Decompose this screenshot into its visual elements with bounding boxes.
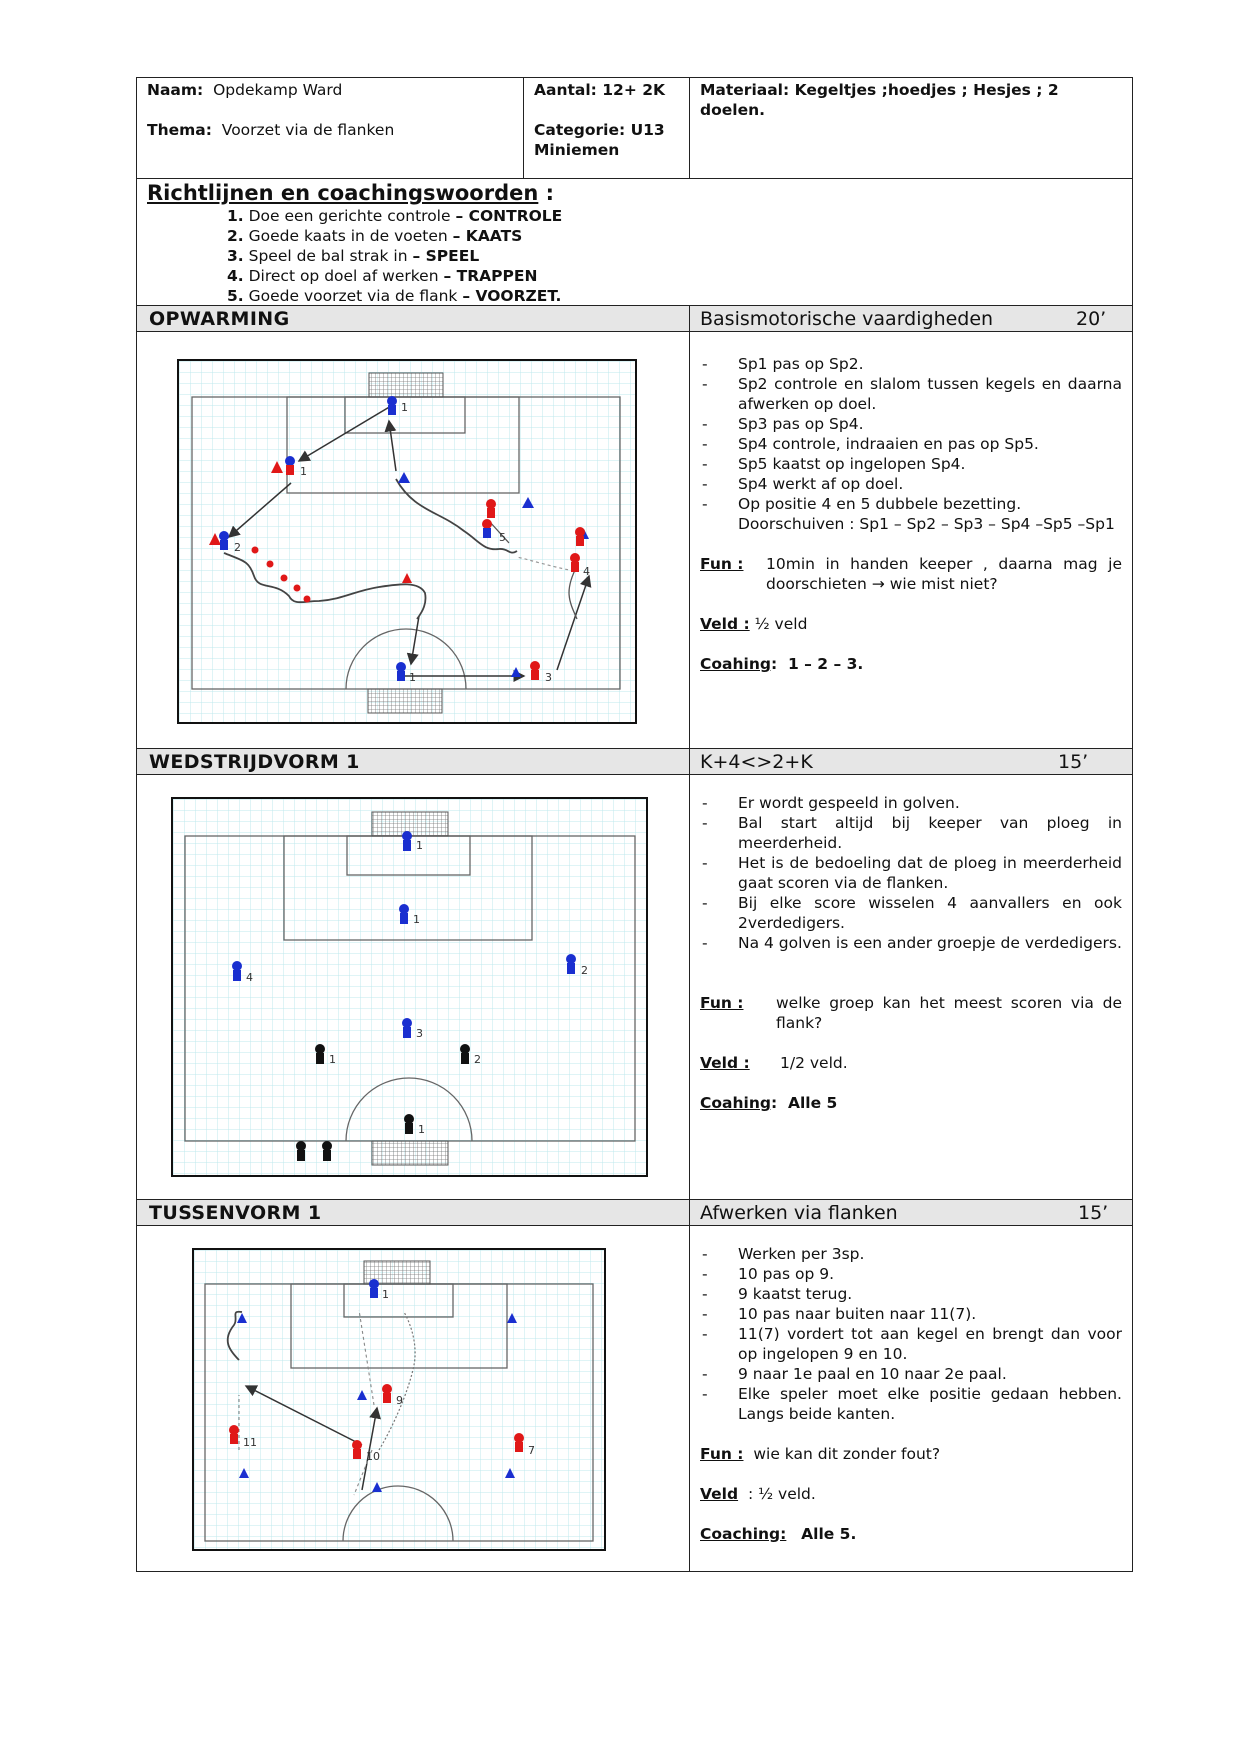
- richtlijnen-list: [147, 206, 1122, 306]
- richtlijn-item: 1. Doe een gerichte controle – CONTROLE: [227, 207, 563, 225]
- bullet-item: - Sp4 controle, indraaien en pas op Sp5.: [700, 434, 1122, 454]
- bullet-list: [700, 354, 1122, 514]
- bullet-item: - Er wordt gespeeld in golven.: [700, 793, 1122, 813]
- bullet-item: - Bal start altijd bij keeper van ploeg in meerderheid.: [700, 813, 1122, 853]
- richtlijn-item: 4. Direct op doel af werken – TRAPPEN: [227, 267, 538, 285]
- text-cell-wedstrijdvorm: - Er wordt gespeeld in golven. - Bal start altijd bij keeper van ploeg in meerderheid. - Het is de bedoeling dat de ploeg in meerderheid gaat scoren via de flanken. - Bij elke score wisselen 4 aanvallers en ook 2verdedigers. - Na 4 golven is een ander groepje de verdedigers. Fun : welke groep kan het meest scoren via de flank? Veld : 1/2 veld. Coahing: Alle 5: [689, 774, 1133, 1200]
- coaching-label: Coahing: [700, 1094, 771, 1112]
- section-subtitle: K+4<>2+K: [700, 751, 813, 773]
- veld-text: : ½ veld.: [747, 1485, 816, 1503]
- player-label: 10: [366, 1450, 380, 1463]
- categorie-text: Categorie: U13 Miniemen: [534, 121, 665, 159]
- veld-label: Veld :: [700, 1054, 750, 1072]
- section-title: TUSSENVORM 1: [149, 1202, 322, 1224]
- section-title: WEDSTRIJDVORM 1: [149, 751, 360, 773]
- veld-text: 1/2 veld.: [780, 1054, 848, 1072]
- materiaal-text: Materiaal: Kegeltjes ;hoedjes ; Hesjes ; 2 doelen.: [700, 81, 1059, 119]
- bullet-item: - Het is de bedoeling dat de ploeg in meerderheid gaat scoren via de flanken.: [700, 853, 1122, 893]
- player-label: 1: [418, 1123, 425, 1136]
- bullet-item: - 10 pas naar buiten naar 11(7).: [700, 1304, 1122, 1324]
- section-header-wedstrijdvorm: [136, 748, 690, 775]
- richtlijnen-title: Richtlijnen en coachingswoorden: [147, 181, 539, 205]
- bullet-list: [700, 1244, 1122, 1424]
- player-label: 9: [396, 1394, 403, 1407]
- bullet-item: - Sp2 controle en slalom tussen kegels en daarna afwerken op doel.: [700, 374, 1122, 414]
- fun-label: Fun :: [700, 555, 744, 573]
- section-header-tussenvorm: [136, 1199, 690, 1226]
- player-label: 1: [409, 671, 416, 684]
- player-label: 1: [401, 401, 408, 414]
- aantal-text: Aantal: 12+ 2K: [534, 81, 666, 99]
- section-subheader-wedstrijdvorm: [689, 748, 1133, 775]
- fun-label: Fun :: [700, 1445, 744, 1463]
- veld-text: ½ veld: [754, 615, 808, 633]
- player-label: 7: [528, 1444, 535, 1457]
- player-label: 1: [329, 1053, 336, 1066]
- richtlijnen-colon: :: [538, 181, 555, 205]
- coaching-text: Alle 5: [787, 1094, 838, 1112]
- bullet-item: - 10 pas op 9.: [700, 1264, 1122, 1284]
- section-header-opwarming: [136, 305, 690, 332]
- bullet-item: - Sp3 pas op Sp4.: [700, 414, 1122, 434]
- player-label: 1: [382, 1288, 389, 1301]
- section-subheader-opwarming: [689, 305, 1133, 332]
- doorschuiven-text: Doorschuiven : Sp1 – Sp2 – Sp3 – Sp4 –Sp5 –Sp1: [738, 515, 1115, 533]
- bullet-list: [700, 793, 1122, 953]
- player-label: 1: [416, 839, 423, 852]
- bullet-item: - Bij elke score wisselen 4 aanvallers en ook 2verdedigers.: [700, 893, 1122, 933]
- section-time: 15’: [1058, 751, 1089, 773]
- bullet-item: - Na 4 golven is een ander groepje de verdedigers.: [700, 933, 1122, 953]
- fun-text: wie kan dit zonder fout?: [753, 1445, 941, 1463]
- naam-label: Naam:: [147, 81, 204, 99]
- richtlijn-item: 5. Goede voorzet via de flank – VOORZET.: [227, 287, 562, 305]
- player-label: 3: [416, 1027, 423, 1040]
- player-label: 5: [499, 531, 506, 544]
- coaching-label: Coahing: [700, 655, 771, 673]
- richtlijn-item: 3. Speel de bal strak in – SPEEL: [227, 247, 480, 265]
- veld-label: Veld: [700, 1485, 739, 1503]
- player-label: 2: [581, 964, 588, 977]
- text-cell-opwarming: - Sp1 pas op Sp2. - Sp2 controle en slalom tussen kegels en daarna afwerken op doel. - Sp3 pas op Sp4. - Sp4 controle, indraaien en pas op Sp5. - Sp5 kaatst op ingelopen Sp4. - Sp4 werkt af op doel. - Op positie 4 en 5 dubbele bezetting. Doorschuiven : Sp1 – Sp2 – Sp3 – Sp4 –Sp5 –Sp1 Fun : 10min in handen keeper , daarna mag je doorschieten → wie mist niet? Veld : ½ veld Coahing: 1 – 2 – 3.: [689, 331, 1133, 749]
- fun-label: Fun :: [700, 994, 744, 1012]
- bullet-item: - 9 naar 1e paal en 10 naar 2e paal.: [700, 1364, 1122, 1384]
- field-diagram-tussenvorm: [192, 1248, 606, 1551]
- fun-text: 10min in handen keeper , daarna mag je doorschieten → wie mist niet?: [766, 555, 1122, 593]
- section-subtitle: Basismotorische vaardigheden: [700, 308, 994, 330]
- bullet-item: - 9 kaatst terug.: [700, 1284, 1122, 1304]
- fun-text: welke groep kan het meest scoren via de flank?: [776, 994, 1122, 1032]
- header-aantal-cell: [523, 77, 690, 179]
- bullet-item: - 11(7) vordert tot aan kegel en brengt dan voor op ingelopen 9 en 10.: [700, 1324, 1122, 1364]
- section-subtitle: Afwerken via flanken: [700, 1202, 898, 1224]
- player-label: 4: [246, 971, 253, 984]
- naam-value: Opdekamp Ward: [213, 81, 343, 99]
- section-subheader-tussenvorm: [689, 1199, 1133, 1226]
- player-label: 1: [300, 465, 307, 478]
- header-name-cell: [136, 77, 524, 179]
- bullet-item: - Op positie 4 en 5 dubbele bezetting.: [700, 494, 1122, 514]
- bullet-item: - Sp4 werkt af op doel.: [700, 474, 1122, 494]
- field-diagram-opwarming: [177, 359, 637, 724]
- section-title: OPWARMING: [149, 308, 290, 330]
- player-label: 3: [545, 671, 552, 684]
- thema-value: Voorzet via de flanken: [221, 121, 395, 139]
- player-label: 4: [583, 565, 590, 578]
- player-label: 11: [243, 1436, 257, 1449]
- bullet-item: - Sp1 pas op Sp2.: [700, 354, 1122, 374]
- player-label: 2: [234, 541, 241, 554]
- coaching-text: 1 – 2 – 3.: [787, 655, 864, 673]
- richtlijnen-cell: [136, 178, 1133, 306]
- bullet-item: - Werken per 3sp.: [700, 1244, 1122, 1264]
- header-materiaal-cell: [689, 77, 1133, 179]
- player-label: 1: [413, 913, 420, 926]
- text-cell-tussenvorm: [689, 1225, 1133, 1572]
- bullet-item: - Elke speler moet elke positie gedaan hebben. Langs beide kanten.: [700, 1384, 1122, 1424]
- richtlijn-item: 2. Goede kaats in de voeten – KAATS: [227, 227, 523, 245]
- section-time: 15’: [1078, 1202, 1109, 1224]
- coaching-text: Alle 5.: [801, 1525, 857, 1543]
- thema-label: Thema:: [147, 121, 212, 139]
- field-diagram-wedstrijdvorm: [171, 797, 648, 1177]
- veld-label: Veld :: [700, 615, 750, 633]
- player-label: 2: [474, 1053, 481, 1066]
- bullet-item: - Sp5 kaatst op ingelopen Sp4.: [700, 454, 1122, 474]
- coaching-label: Coaching:: [700, 1525, 787, 1543]
- section-time: 20’: [1076, 308, 1107, 330]
